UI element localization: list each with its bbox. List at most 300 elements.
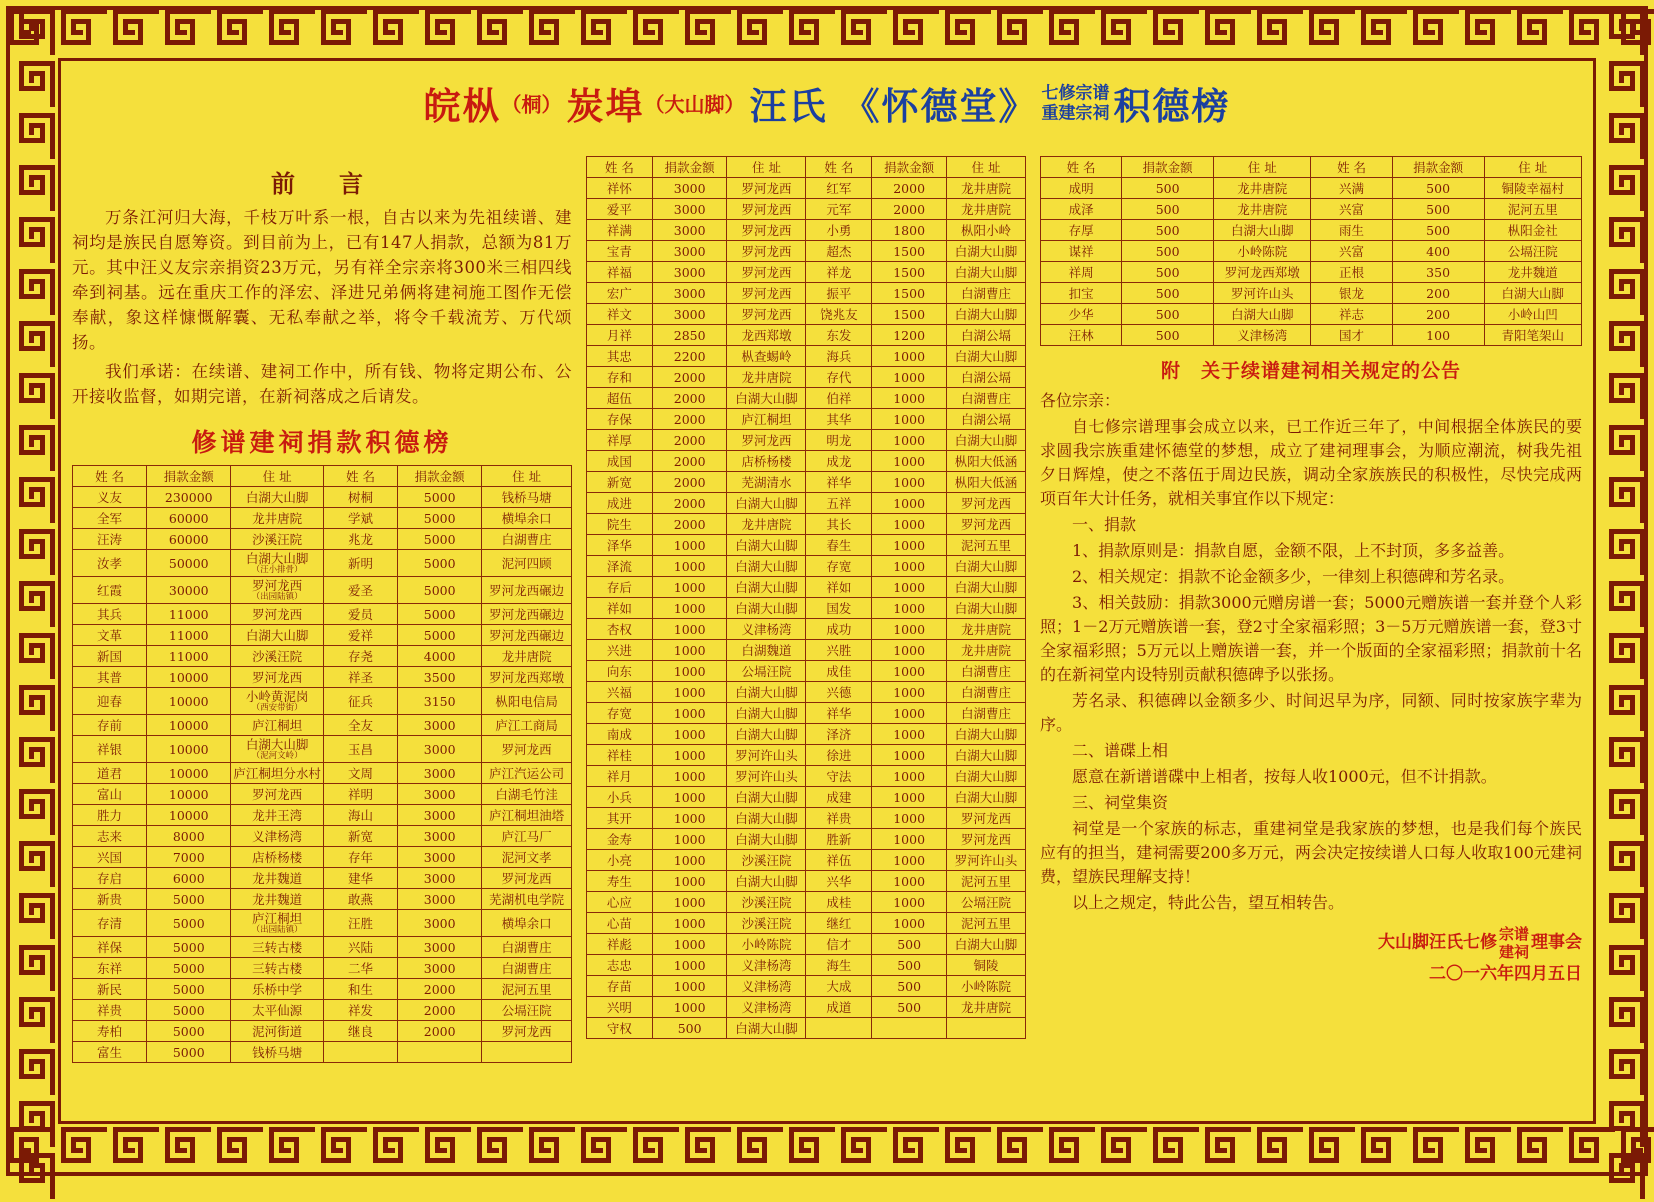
table-cell: 5000	[147, 1000, 231, 1021]
table-cell: 白湖曹庄	[482, 937, 572, 958]
table-cell: 义津杨湾	[727, 619, 806, 640]
table-cell: 5000	[147, 910, 231, 937]
table-cell: 银龙	[1311, 283, 1392, 304]
table-cell: 青阳笔架山	[1484, 325, 1581, 346]
table-cell: 白湖曹庄	[482, 958, 572, 979]
table-cell: 其长	[806, 514, 872, 535]
table-column-header: 姓 名	[1041, 157, 1122, 178]
table-row	[73, 487, 572, 508]
table-cell: 1000	[652, 871, 727, 892]
table-column-header: 姓 名	[323, 466, 397, 487]
table-cell: 存代	[806, 367, 872, 388]
table-cell: 富生	[73, 1042, 147, 1063]
table-row	[1041, 199, 1582, 220]
table-cell: 罗河龙西	[946, 493, 1025, 514]
table-cell: 罗河龙西碾边	[482, 577, 572, 604]
table-cell: 1000	[872, 619, 947, 640]
table-row	[73, 508, 572, 529]
table-cell: 白湖曹庄	[946, 388, 1025, 409]
table-cell: 饶兆友	[806, 304, 872, 325]
table-cell: 成道	[806, 997, 872, 1018]
table-cell: 存启	[73, 868, 147, 889]
table-cell: 3000	[398, 826, 482, 847]
table-cell: 500	[1122, 304, 1214, 325]
table-cell: 钱桥马塘	[231, 1042, 324, 1063]
table-cell: 5000	[398, 508, 482, 529]
table-row	[73, 667, 572, 688]
table-cell: 3500	[398, 667, 482, 688]
table-cell: 100	[1392, 325, 1484, 346]
table-cell: 龙井唐院	[946, 640, 1025, 661]
table-cell: 罗河龙西	[946, 808, 1025, 829]
table-row	[587, 745, 1026, 766]
table-row	[73, 577, 572, 604]
table-cell: 1000	[652, 745, 727, 766]
table-cell: 白湖大山脚	[231, 487, 324, 508]
table-cell: 1000	[652, 598, 727, 619]
table-row	[1041, 220, 1582, 241]
table-cell: 1000	[652, 955, 727, 976]
table-cell: 11000	[147, 604, 231, 625]
table-cell: 1000	[652, 682, 727, 703]
table-row	[587, 913, 1026, 934]
table-cell: 祥华	[806, 703, 872, 724]
table-row	[587, 430, 1026, 451]
table-cell: 30000	[147, 577, 231, 604]
notice-salutation: 各位宗亲：	[1040, 391, 1121, 410]
table-cell: 5000	[147, 889, 231, 910]
table-cell: 玉昌	[323, 736, 397, 763]
table-cell: 1000	[652, 661, 727, 682]
table-cell: 沙溪汪院	[727, 850, 806, 871]
table-cell: 1200	[872, 325, 947, 346]
table-cell: 全军	[73, 508, 147, 529]
table-row	[587, 850, 1026, 871]
table-row	[73, 625, 572, 646]
table-cell: 存后	[587, 577, 653, 598]
table-column-header: 住 址	[1484, 157, 1581, 178]
table-cell: 心应	[587, 892, 653, 913]
table-cell: 500	[1122, 283, 1214, 304]
table-cell: 50000	[147, 550, 231, 577]
table-cell: 成国	[587, 451, 653, 472]
table-cell: 其兵	[73, 604, 147, 625]
table-row	[587, 619, 1026, 640]
table-cell: 3000	[652, 304, 727, 325]
notice-title: 附 关于续谱建祠相关规定的公告	[1160, 360, 1461, 382]
table-cell: 二华	[323, 958, 397, 979]
table-cell: 铜陵幸福村	[1484, 178, 1581, 199]
table-cell: 白湖大山脚	[946, 241, 1025, 262]
table-cell: 白湖大山脚	[946, 430, 1025, 451]
table-row	[587, 808, 1026, 829]
table-cell: 1000	[872, 430, 947, 451]
table-cell: 230000	[147, 487, 231, 508]
table-cell	[946, 1018, 1025, 1039]
table-cell: 沙溪汪院	[231, 529, 324, 550]
table-cell: 罗河龙西 （出园陆镇）	[231, 577, 324, 604]
table-cell: 成功	[806, 619, 872, 640]
table-cell: 罗河龙西	[727, 178, 806, 199]
table-cell: 白湖大山脚	[727, 871, 806, 892]
table-cell: 2000	[872, 178, 947, 199]
table-cell: 罗河龙西	[482, 736, 572, 763]
table-cell: 白湖大山脚	[727, 1018, 806, 1039]
table-cell: 枞阳大低涵	[946, 451, 1025, 472]
table-cell: 1000	[652, 997, 727, 1018]
table-row	[587, 934, 1026, 955]
table-cell: 白湖大山脚	[727, 535, 806, 556]
table-cell: 4000	[398, 646, 482, 667]
table-cell: 存厚	[1041, 220, 1122, 241]
table-cell: 树桐	[323, 487, 397, 508]
table-cell: 1000	[872, 409, 947, 430]
table-cell: 1000	[872, 598, 947, 619]
table-cell: 志来	[73, 826, 147, 847]
table-column-header: 姓 名	[806, 157, 872, 178]
table-cell: 白湖大山脚	[946, 766, 1025, 787]
table-column-header: 住 址	[946, 157, 1025, 178]
poster-content	[64, 64, 1590, 1118]
table-cell: 1000	[872, 766, 947, 787]
table-cell: 1000	[872, 871, 947, 892]
table-cell: 新国	[73, 646, 147, 667]
table-cell: 杏权	[587, 619, 653, 640]
table-cell: 白湖大山脚	[727, 787, 806, 808]
table-cell: 500	[1392, 178, 1484, 199]
page-title	[64, 76, 1590, 130]
table-row	[587, 871, 1026, 892]
table-cell: 兴富	[1311, 199, 1392, 220]
table-cell: 祥明	[323, 784, 397, 805]
table-cell: 10000	[147, 763, 231, 784]
table-cell: 白湖大山脚	[727, 556, 806, 577]
table-cell: 泥河街道	[231, 1021, 324, 1042]
table-cell: 500	[1122, 199, 1214, 220]
table-cell: 6000	[147, 868, 231, 889]
table-cell: 白湖大山脚	[1214, 220, 1311, 241]
table-cell: 胜力	[73, 805, 147, 826]
table-cell: 泽华	[587, 535, 653, 556]
table-cell: 白湖大山脚	[1214, 304, 1311, 325]
table-cell: 汝孝	[73, 550, 147, 577]
table-row	[1041, 283, 1582, 304]
table-cell: 1000	[652, 934, 727, 955]
donation-table-left	[72, 465, 572, 1063]
table-cell: 1000	[872, 367, 947, 388]
table-cell: 成明	[1041, 178, 1122, 199]
table-cell: 祥周	[1041, 262, 1122, 283]
table-cell: 400	[1392, 241, 1484, 262]
table-cell: 2000	[398, 1000, 482, 1021]
table-cell: 迎春	[73, 688, 147, 715]
table-cell: 宝青	[587, 241, 653, 262]
table-row	[587, 598, 1026, 619]
table-cell: 振平	[806, 283, 872, 304]
title-region-2: 炭埠	[566, 84, 645, 128]
table-cell: 存尧	[323, 646, 397, 667]
table-cell: 白湖大山脚	[946, 724, 1025, 745]
signature-prefix: 大山脚汪氏七修	[1377, 932, 1497, 953]
table-cell: 白湖大山脚	[727, 808, 806, 829]
table-cell: 兴满	[1311, 178, 1392, 199]
table-cell: 徐进	[806, 745, 872, 766]
table-cell: 2000	[652, 430, 727, 451]
table-cell: 1000	[652, 850, 727, 871]
table-cell: 龙井唐院	[482, 646, 572, 667]
table-row	[587, 556, 1026, 577]
table-cell: 文周	[323, 763, 397, 784]
table-cell: 3000	[652, 178, 727, 199]
table-cell: 5000	[398, 625, 482, 646]
table-cell: 铜陵	[946, 955, 1025, 976]
table-cell: 1000	[872, 892, 947, 913]
table-cell: 白湖大山脚 （汪小排骨）	[231, 550, 324, 577]
table-cell: 存苗	[587, 976, 653, 997]
table-cell: 伯祥	[806, 388, 872, 409]
table-cell: 白湖大山脚	[231, 625, 324, 646]
preface-body	[72, 205, 572, 409]
table-cell: 罗河龙西	[231, 667, 324, 688]
table-cell: 3150	[398, 688, 482, 715]
table-cell: 白湖大山脚	[946, 556, 1025, 577]
table-cell: 罗河许山头	[1214, 283, 1311, 304]
table-cell: 祥文	[587, 304, 653, 325]
table-cell: 成龙	[806, 451, 872, 472]
preface-title: 前 言	[271, 169, 373, 198]
table-cell: 5000	[398, 604, 482, 625]
table-cell: 院生	[587, 514, 653, 535]
table-cell: 成泽	[1041, 199, 1122, 220]
table-cell: 泥河四顾	[482, 550, 572, 577]
table-column-header: 姓 名	[73, 466, 147, 487]
table-header-row	[587, 157, 1026, 178]
table-cell: 志忠	[587, 955, 653, 976]
table-cell: 500	[1122, 325, 1214, 346]
table-cell: 白湖大山脚	[946, 598, 1025, 619]
table-cell: 罗河龙西郑墩	[482, 667, 572, 688]
table-cell: 兴进	[587, 640, 653, 661]
table-column-header: 姓 名	[587, 157, 653, 178]
table-cell: 泥河五里	[946, 871, 1025, 892]
table-cell: 罗河龙西	[946, 829, 1025, 850]
table-column-header: 捐款金额	[398, 466, 482, 487]
table-cell: 三转古楼	[231, 937, 324, 958]
table-row	[73, 529, 572, 550]
table-cell: 庐江汽运公司	[482, 763, 572, 784]
table-row	[587, 493, 1026, 514]
right-column	[1032, 156, 1590, 1118]
table-cell: 枞查蜴岭	[727, 346, 806, 367]
table-cell: 谋祥	[1041, 241, 1122, 262]
table-cell: 祥圣	[323, 667, 397, 688]
table-cell: 春生	[806, 535, 872, 556]
table-cell: 2000	[398, 979, 482, 1000]
table-cell: 500	[872, 955, 947, 976]
table-header-row	[1041, 157, 1582, 178]
table-cell: 成桂	[806, 892, 872, 913]
signature-stack-line2: 建祠	[1498, 943, 1529, 961]
table-cell: 1500	[872, 241, 947, 262]
table-cell: 大成	[806, 976, 872, 997]
table-cell: 其忠	[587, 346, 653, 367]
table-cell: 爱祥	[323, 625, 397, 646]
table-row	[587, 829, 1026, 850]
table-cell: 白湖曹庄	[946, 661, 1025, 682]
table-row	[73, 979, 572, 1000]
table-cell: 500	[1122, 262, 1214, 283]
table-cell: 3000	[398, 889, 482, 910]
table-row	[587, 535, 1026, 556]
table-cell: 文革	[73, 625, 147, 646]
table-cell: 国发	[806, 598, 872, 619]
table-cell: 10000	[147, 715, 231, 736]
table-cell: 5000	[147, 937, 231, 958]
table-cell: 罗河龙西	[727, 199, 806, 220]
table-cell: 白湖公塥	[946, 367, 1025, 388]
table-cell: 其开	[587, 808, 653, 829]
table-row	[587, 472, 1026, 493]
table-cell: 庐江桐坦	[231, 715, 324, 736]
table-cell: 沙溪汪院	[727, 892, 806, 913]
preface-paragraph: 我们承诺：在续谱、建祠工作中，所有钱、物将定期公布、公开接收监督，如期完谱，在新祠落成之后请发。	[72, 362, 572, 406]
table-cell: 红霞	[73, 577, 147, 604]
table-cell: 1500	[872, 283, 947, 304]
table-row	[587, 220, 1026, 241]
table-cell: 小兵	[587, 787, 653, 808]
table-cell: 3000	[398, 715, 482, 736]
table-cell: 龙井唐院	[946, 997, 1025, 1018]
table-row	[587, 955, 1026, 976]
table-cell: 龙井魏道	[231, 889, 324, 910]
table-row	[587, 325, 1026, 346]
donation-table-right	[1040, 156, 1582, 346]
notice-body	[1040, 389, 1582, 915]
table-cell: 元军	[806, 199, 872, 220]
table-cell: 白湖大山脚	[727, 577, 806, 598]
table-cell: 义津杨湾	[727, 955, 806, 976]
table-cell: 芜湖清水	[727, 472, 806, 493]
table-cell: 1000	[652, 703, 727, 724]
table-cell: 10000	[147, 688, 231, 715]
table-cell: 征兵	[323, 688, 397, 715]
table-cell: 小勇	[806, 220, 872, 241]
table-cell: 3000	[398, 958, 482, 979]
table-cell: 白湖大山脚	[1484, 283, 1581, 304]
table-column-header: 捐款金额	[1122, 157, 1214, 178]
table-cell: 白湖大山脚	[727, 829, 806, 850]
table-row	[1041, 178, 1582, 199]
signature-stack	[1499, 925, 1529, 961]
title-region-1: 皖枞	[423, 84, 502, 128]
table-row	[73, 736, 572, 763]
table-cell: 芜湖机电学院	[482, 889, 572, 910]
table-cell: 祥志	[1311, 304, 1392, 325]
table-column-header: 住 址	[1214, 157, 1311, 178]
table-cell: 1000	[652, 577, 727, 598]
table-column-header: 姓 名	[1311, 157, 1392, 178]
table-cell: 庐江桐坦油塔	[482, 805, 572, 826]
table-cell: 1000	[872, 556, 947, 577]
table-cell: 白湖大山脚	[946, 304, 1025, 325]
table-cell: 1000	[652, 829, 727, 850]
table-cell: 白湖大山脚 （泥河文岭）	[231, 736, 324, 763]
table-cell: 1000	[872, 535, 947, 556]
table-cell: 龙井唐院	[946, 178, 1025, 199]
table-cell: 祥银	[73, 736, 147, 763]
table-cell: 汪胜	[323, 910, 397, 937]
table-row	[587, 178, 1026, 199]
table-cell: 5000	[147, 979, 231, 1000]
table-cell: 公塥汪院	[946, 892, 1025, 913]
table-row	[587, 787, 1026, 808]
table-cell: 5000	[398, 550, 482, 577]
table-cell: 枞阳大低涵	[946, 472, 1025, 493]
table-cell: 3000	[398, 937, 482, 958]
table-row	[73, 550, 572, 577]
table-row	[73, 868, 572, 889]
table-row	[587, 640, 1026, 661]
table-cell: 8000	[147, 826, 231, 847]
table-cell: 11000	[147, 646, 231, 667]
table-cell: 继红	[806, 913, 872, 934]
table-cell: 沙溪汪院	[231, 646, 324, 667]
table-row	[587, 304, 1026, 325]
table-cell: 白湖大山脚	[946, 745, 1025, 766]
table-cell: 白湖公塥	[946, 325, 1025, 346]
table-row	[587, 199, 1026, 220]
signature-block	[1040, 925, 1582, 985]
table-cell: 国才	[1311, 325, 1392, 346]
table-row	[587, 661, 1026, 682]
table-cell: 龙井魏道	[231, 868, 324, 889]
table-cell: 2000	[652, 493, 727, 514]
three-column-layout	[64, 156, 1590, 1118]
table-cell: 白湖大山脚	[727, 724, 806, 745]
table-cell: 向东	[587, 661, 653, 682]
table-cell: 3000	[652, 283, 727, 304]
table-cell: 庐江桐坦	[727, 409, 806, 430]
table-cell: 其华	[806, 409, 872, 430]
table-cell: 横埠余口	[482, 508, 572, 529]
table-cell: 罗河龙西郑墩	[1214, 262, 1311, 283]
table-cell: 白湖曹庄	[946, 682, 1025, 703]
table-cell: 守法	[806, 766, 872, 787]
table-cell: 祥厚	[587, 430, 653, 451]
table-row	[73, 646, 572, 667]
table-cell: 祥如	[806, 577, 872, 598]
table-cell: 泥河文孝	[482, 847, 572, 868]
table-cell: 正根	[1311, 262, 1392, 283]
table-row	[587, 703, 1026, 724]
table-cell: 500	[652, 1018, 727, 1039]
table-row	[73, 847, 572, 868]
table-cell: 宏广	[587, 283, 653, 304]
table-cell: 小岭陈院	[1214, 241, 1311, 262]
table-cell: 爱平	[587, 199, 653, 220]
table-cell: 5000	[398, 529, 482, 550]
table-row	[73, 688, 572, 715]
table-cell: 1000	[652, 556, 727, 577]
table-cell: 祥贵	[73, 1000, 147, 1021]
table-cell: 泥河五里	[946, 535, 1025, 556]
table-cell: 2000	[398, 1021, 482, 1042]
table-cell: 2850	[652, 325, 727, 346]
table-row	[73, 1042, 572, 1063]
table-row	[73, 910, 572, 937]
table-row	[1041, 325, 1582, 346]
signature-stack-line1: 宗谱	[1498, 925, 1529, 943]
